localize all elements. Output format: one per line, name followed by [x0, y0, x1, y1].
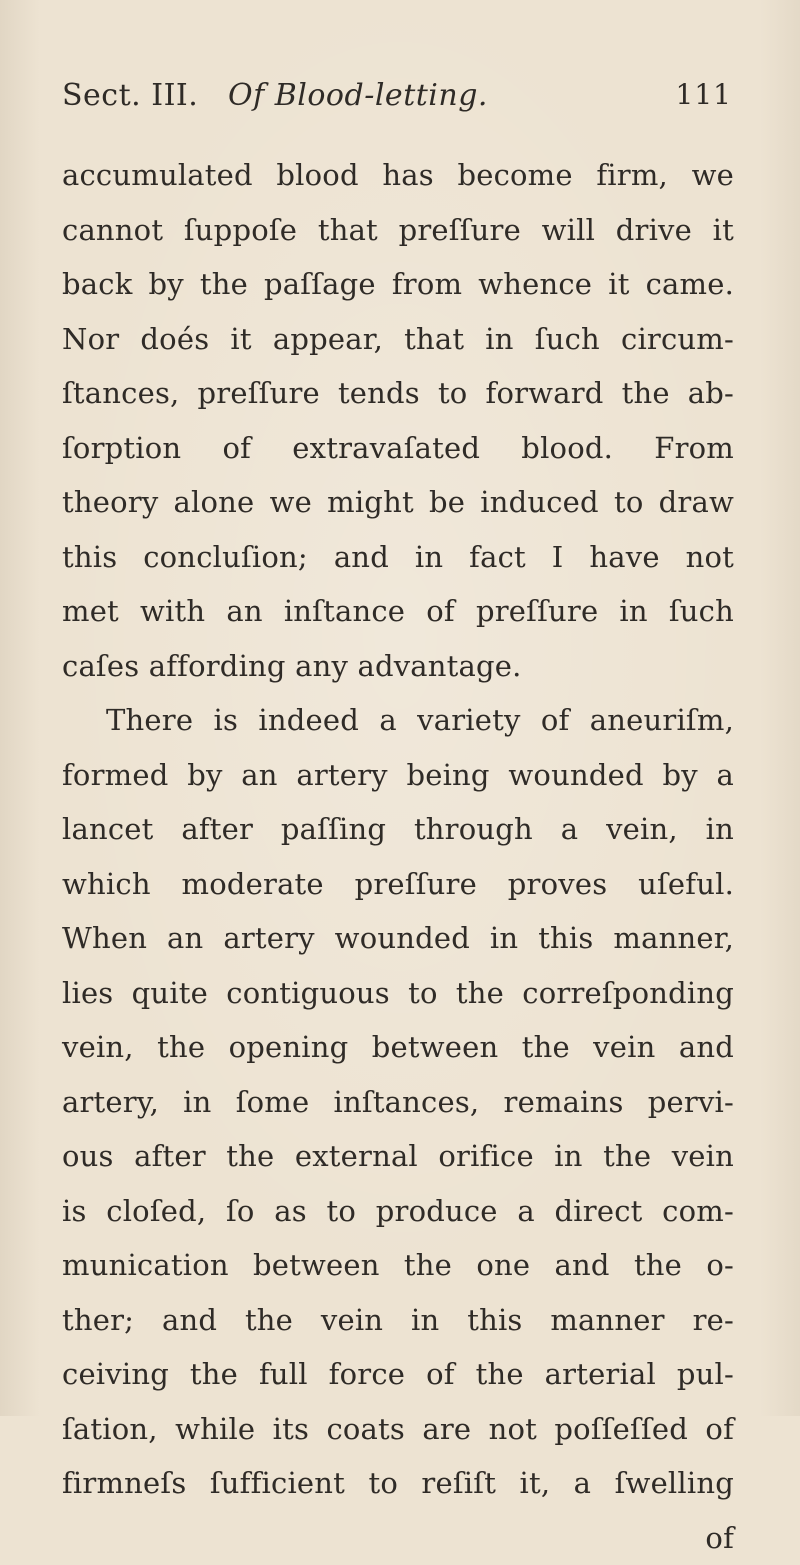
text-line: ceiving the full force of the arterial pul- — [62, 1347, 734, 1402]
paragraph-2 — [62, 693, 734, 1511]
page-number: 111 — [676, 78, 732, 111]
text-line: theory alone we might be induced to draw — [62, 475, 734, 530]
text-line: which moderate preſſure proves uſeful. — [62, 857, 734, 912]
text-line: this concluſion; and in fact I have not — [62, 530, 734, 585]
text-line: lies quite contiguous to the correſponding — [62, 966, 734, 1021]
catchword: of — [62, 1511, 734, 1565]
paragraph-1 — [62, 148, 734, 693]
section-number: Sect. III. — [62, 78, 198, 113]
text-line: ſtances, preſſure tends to forward the ab- — [62, 366, 734, 421]
text-line: artery, in ſome inſtances, remains pervi- — [62, 1075, 734, 1130]
text-line: firmneſs ſufficient to reſiſt it, a ſwelling — [62, 1456, 734, 1511]
text-line: cannot ſuppoſe that preſſure will drive it — [62, 203, 734, 258]
running-head — [62, 78, 732, 118]
text-line: back by the paſſage from whence it came. — [62, 257, 734, 312]
text-line: met with an inſtance of preſſure in ſuch — [62, 584, 734, 639]
chapter-title: Of Blood-letting. — [228, 78, 488, 113]
text-line: Nor doés it appear, that in ſuch circum- — [62, 312, 734, 367]
text-line: ther; and the vein in this manner re- — [62, 1293, 734, 1348]
text-line: formed by an artery being wounded by a — [62, 748, 734, 803]
text-line: ſation, while its coats are not poſſeſſed of — [62, 1402, 734, 1457]
text-line: When an artery wounded in this manner, — [62, 911, 734, 966]
text-line: ous after the external orifice in the vein — [62, 1129, 734, 1184]
text-line: munication between the one and the o- — [62, 1238, 734, 1293]
text-line: lancet after paſſing through a vein, in — [62, 802, 734, 857]
text-line: caſes affording any advantage. — [62, 639, 734, 694]
text-line: is cloſed, ſo as to produce a direct com- — [62, 1184, 734, 1239]
text-line: ſorption of extravaſated blood. From — [62, 421, 734, 476]
text-line: accumulated blood has become firm, we — [62, 148, 734, 203]
text-line: vein, the opening between the vein and — [62, 1020, 734, 1075]
text-line: There is indeed a variety of aneuriſm, — [62, 693, 734, 748]
body-text — [62, 148, 734, 1565]
